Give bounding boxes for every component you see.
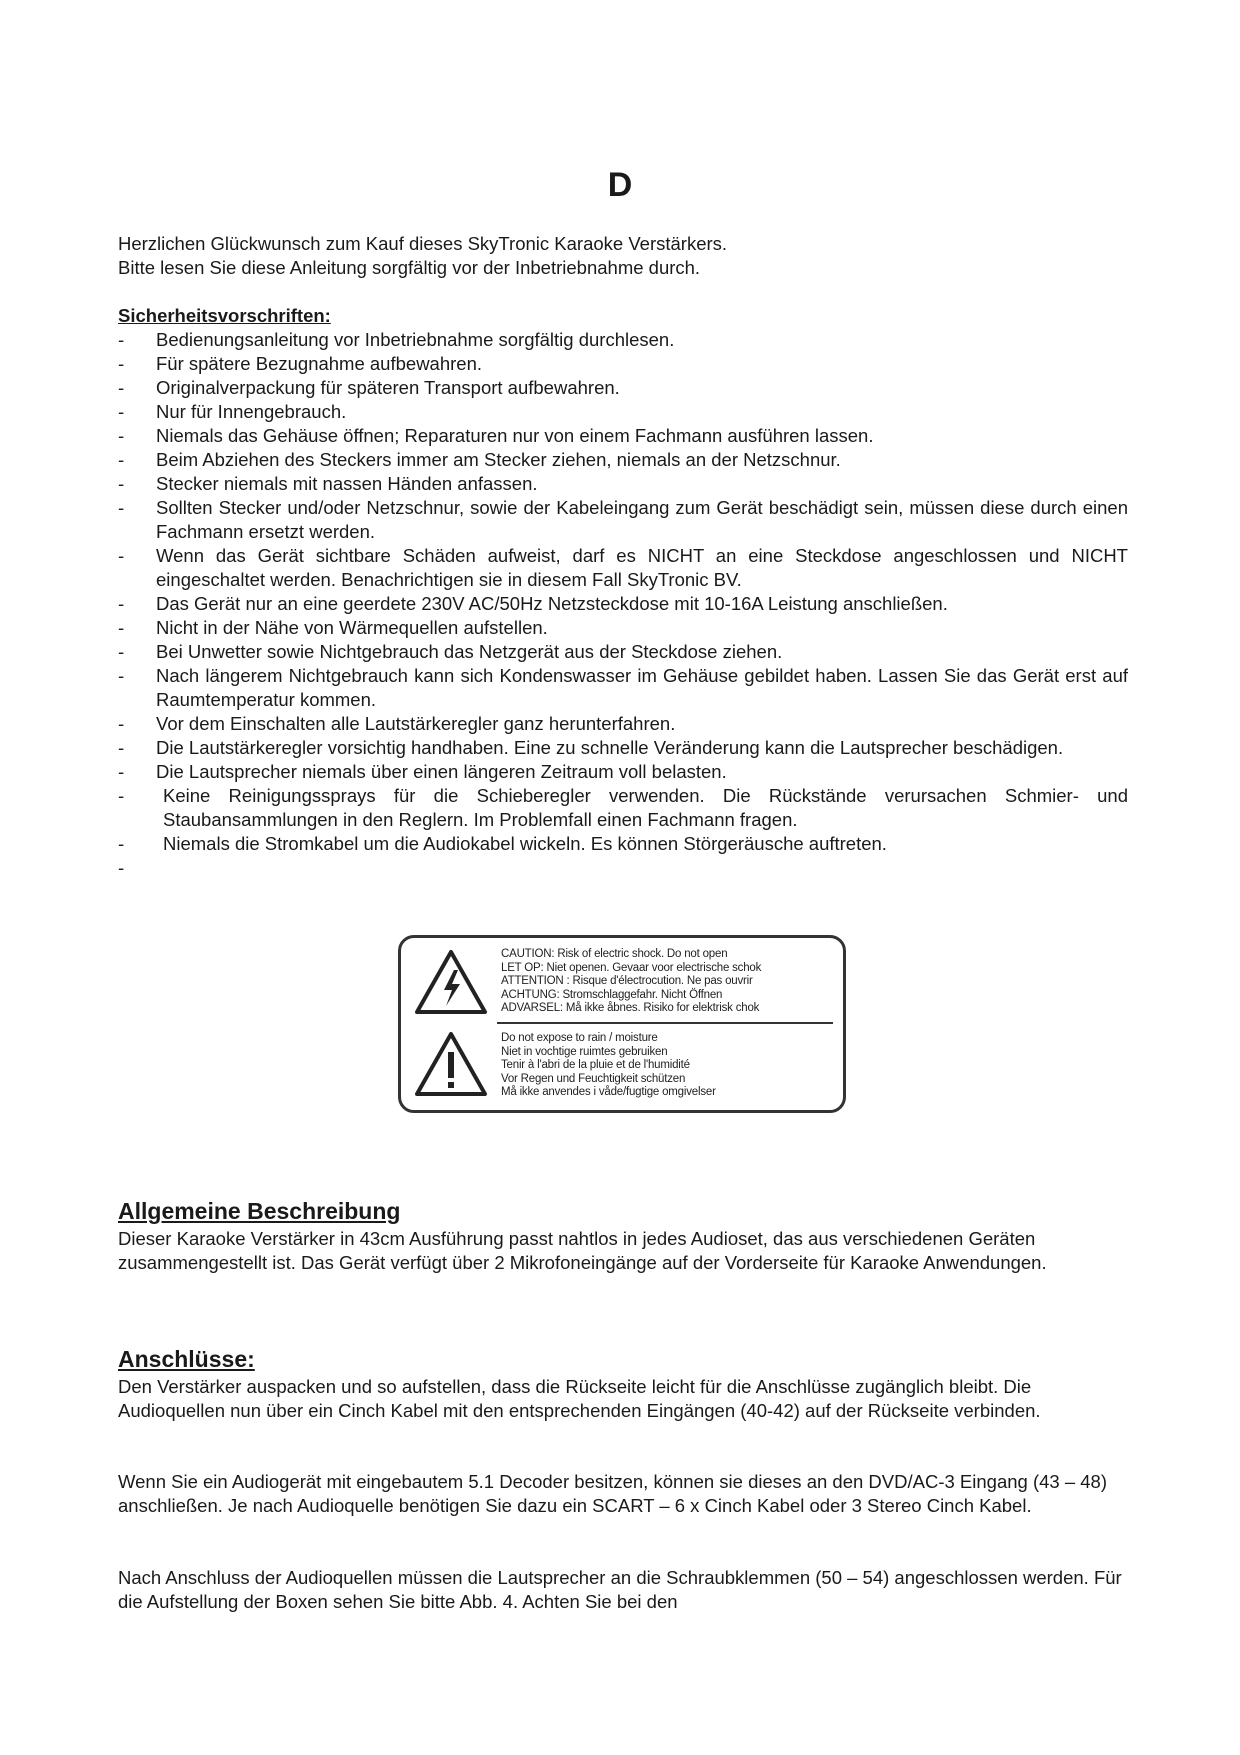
intro xyxy=(118,232,1128,280)
list-item xyxy=(118,712,1128,736)
bullet-dash: - xyxy=(118,473,125,494)
list-item-text: Nicht in der Nähe von Wärmequellen aufstellen. xyxy=(156,617,548,638)
connections-para-3: Nach Anschluss der Audioquellen müssen die Lautsprecher an die Schraubklemmen (50 – 54) angeschlossen werden. Für die Aufstellung der Boxen sehen Sie bitte Abb. 4. Achten Sie bei den xyxy=(118,1567,1122,1612)
bullet-dash: - xyxy=(118,833,125,854)
intro-line-2: Bitte lesen Sie diese Anleitung sorgfältig vor der Inbetriebnahme durch. xyxy=(118,257,701,278)
list-item-text: Das Gerät nur an eine geerdete 230V AC/50Hz Netzsteckdose mit 10-16A Leistung anschließen. xyxy=(156,593,948,614)
warning-line: ATTENTION : Risque d'électrocution. Ne pas ouvrir xyxy=(501,975,753,987)
list-item xyxy=(118,832,1128,856)
bullet-dash: - xyxy=(118,329,125,350)
language-letter: D xyxy=(607,166,633,204)
description-title: Allgemeine Beschreibung xyxy=(118,1198,401,1224)
warning-line: ACHTUNG: Stromschlaggefahr. Nicht Öffnen xyxy=(501,988,723,1001)
list-item xyxy=(118,424,1128,448)
bullet-dash: - xyxy=(118,761,125,782)
list-item-text: Niemals die Stromkabel um die Audiokabel wickeln. Es können Störgeräusche auftreten. xyxy=(163,833,887,854)
list-item-text: Die Lautstärkeregler vorsichtig handhaben. Eine zu schnelle Veränderung kann die Lautsprecher beschädigen. xyxy=(156,737,1064,758)
warning-label xyxy=(398,935,846,1113)
list-item xyxy=(118,328,1128,352)
list-item xyxy=(118,400,1128,424)
shock-warning-text xyxy=(501,948,761,1016)
list-item-text: Originalverpackung für späteren Transport aufbewahren. xyxy=(156,377,620,398)
bullet-dash: - xyxy=(118,545,125,566)
warning-line: ADVARSEL: Må ikke åbnes. Risiko for elektrisk chok xyxy=(501,1002,760,1014)
bullet-dash: - xyxy=(118,401,125,422)
list-item-text: Vor dem Einschalten alle Lautstärkeregler ganz herunterfahren. xyxy=(156,713,676,734)
safety-list xyxy=(118,328,1128,878)
electric-shock-warning-icon xyxy=(413,948,489,1016)
description-text: Dieser Karaoke Verstärker in 43cm Ausführung passt nahtlos in jedes Audioset, das aus verschiedenen Geräten zusammengestellt ist. Das Gerät verfügt über 2 Mikrofoneingänge auf der Vorderseite für Karaoke Anwendungen. xyxy=(118,1228,1047,1273)
safety-section xyxy=(118,304,1128,878)
list-item-text: Sollten Stecker und/oder Netzschnur, sowie der Kabeleingang zum Gerät beschädigt sein, müssen diese durch einen Fachmann ersetzt werden. xyxy=(156,497,1128,542)
bullet-dash: - xyxy=(118,857,125,878)
connections-para-2: Wenn Sie ein Audiogerät mit eingebautem 5.1 Decoder besitzen, können sie dieses an den DVD/AC-3 Eingang (43 – 48) anschließen. Je nach Audioquelle benötigen Sie dazu ein SCART – 6 x Cinch Kabel oder 3 Stereo Cinch Kabel. xyxy=(118,1471,1107,1516)
list-item-text: Keine Reinigungssprays für die Schieberegler verwenden. Die Rückstände verursachen Schmier- und Staubansammlungen in den Reglern. Im Problemfall einen Fachmann fragen. xyxy=(163,785,1128,830)
list-item-text: Nach längerem Nichtgebrauch kann sich Kondenswasser im Gehäuse gebildet haben. Lassen Sie das Gerät erst auf Raumtemperatur kommen. xyxy=(156,665,1128,710)
warning-line: Vor Regen und Feuchtigkeit schützen xyxy=(501,1072,686,1085)
list-item-text: Nur für Innengebrauch. xyxy=(156,401,347,422)
warning-line: Tenir à l'abri de la pluie et de l'humidité xyxy=(501,1059,690,1071)
warning-line: LET OP: Niet openen. Gevaar voor electrische schok xyxy=(501,961,762,974)
list-item xyxy=(118,496,1128,544)
bullet-dash: - xyxy=(118,737,125,758)
intro-line-1: Herzlichen Glückwunsch zum Kauf dieses SkyTronic Karaoke Verstärkers. xyxy=(118,233,728,254)
list-item xyxy=(118,592,1128,616)
list-item xyxy=(118,544,1128,592)
list-item xyxy=(118,640,1128,664)
list-item-text: Für spätere Bezugnahme aufbewahren. xyxy=(156,353,483,374)
bullet-dash: - xyxy=(118,449,125,470)
bullet-dash: - xyxy=(118,785,125,806)
list-item-text: Bei Unwetter sowie Nichtgebrauch das Netzgerät aus der Steckdose ziehen. xyxy=(156,641,783,662)
list-item xyxy=(118,664,1128,712)
bullet-dash: - xyxy=(118,497,125,518)
bullet-dash: - xyxy=(118,617,125,638)
list-item xyxy=(118,760,1128,784)
warning-line: Må ikke anvendes i våde/fugtige omgivelser xyxy=(501,1086,716,1098)
list-item-text: Die Lautsprecher niemals über einen längeren Zeitraum voll belasten. xyxy=(156,761,727,782)
bullet-dash: - xyxy=(118,641,125,662)
warning-line: CAUTION: Risk of electric shock. Do not open xyxy=(501,948,728,960)
list-item xyxy=(118,376,1128,400)
list-item xyxy=(118,472,1128,496)
bullet-dash: - xyxy=(118,665,125,686)
bullet-dash: - xyxy=(118,353,125,374)
list-item-text: Beim Abziehen des Steckers immer am Stecker ziehen, niemals an der Netzschnur. xyxy=(156,449,841,470)
list-item-text: Niemals das Gehäuse öffnen; Reparaturen nur von einem Fachmann ausführen lassen. xyxy=(156,425,874,446)
bullet-dash: - xyxy=(118,425,125,446)
moisture-warning-text xyxy=(501,1032,716,1100)
exclamation-warning-icon xyxy=(413,1030,489,1098)
list-item xyxy=(118,448,1128,472)
list-item-text: Bedienungsanleitung vor Inbetriebnahme sorgfältig durchlesen. xyxy=(156,329,675,350)
bullet-dash: - xyxy=(118,377,125,398)
bullet-dash: - xyxy=(118,593,125,614)
list-item xyxy=(118,784,1128,832)
list-item-text: Stecker niemals mit nassen Händen anfassen. xyxy=(156,473,538,494)
list-item xyxy=(118,616,1128,640)
bullet-dash: - xyxy=(118,713,125,734)
connections-para-1: Den Verstärker auspacken und so aufstellen, dass die Rückseite leicht für die Anschlüsse zugänglich bleibt. Die Audioquellen nun über ein Cinch Kabel mit den entsprechenden Eingängen (40-42) auf der Rückseite verbinden. xyxy=(118,1376,1041,1421)
warning-divider xyxy=(497,1022,833,1024)
list-item xyxy=(118,352,1128,376)
list-item-text: Wenn das Gerät sichtbare Schäden aufweist, darf es NICHT an eine Steckdose angeschlossen und NICHT eingeschaltet werden. Benachrichtigen sie in diesem Fall SkyTronic BV. xyxy=(156,545,1128,590)
warning-line: Niet in vochtige ruimtes gebruiken xyxy=(501,1045,668,1058)
warning-line: Do not expose to rain / moisture xyxy=(501,1032,658,1044)
list-item xyxy=(118,736,1128,760)
connections-title: Anschlüsse: xyxy=(118,1346,255,1372)
safety-title: Sicherheitsvorschriften: xyxy=(118,305,331,326)
